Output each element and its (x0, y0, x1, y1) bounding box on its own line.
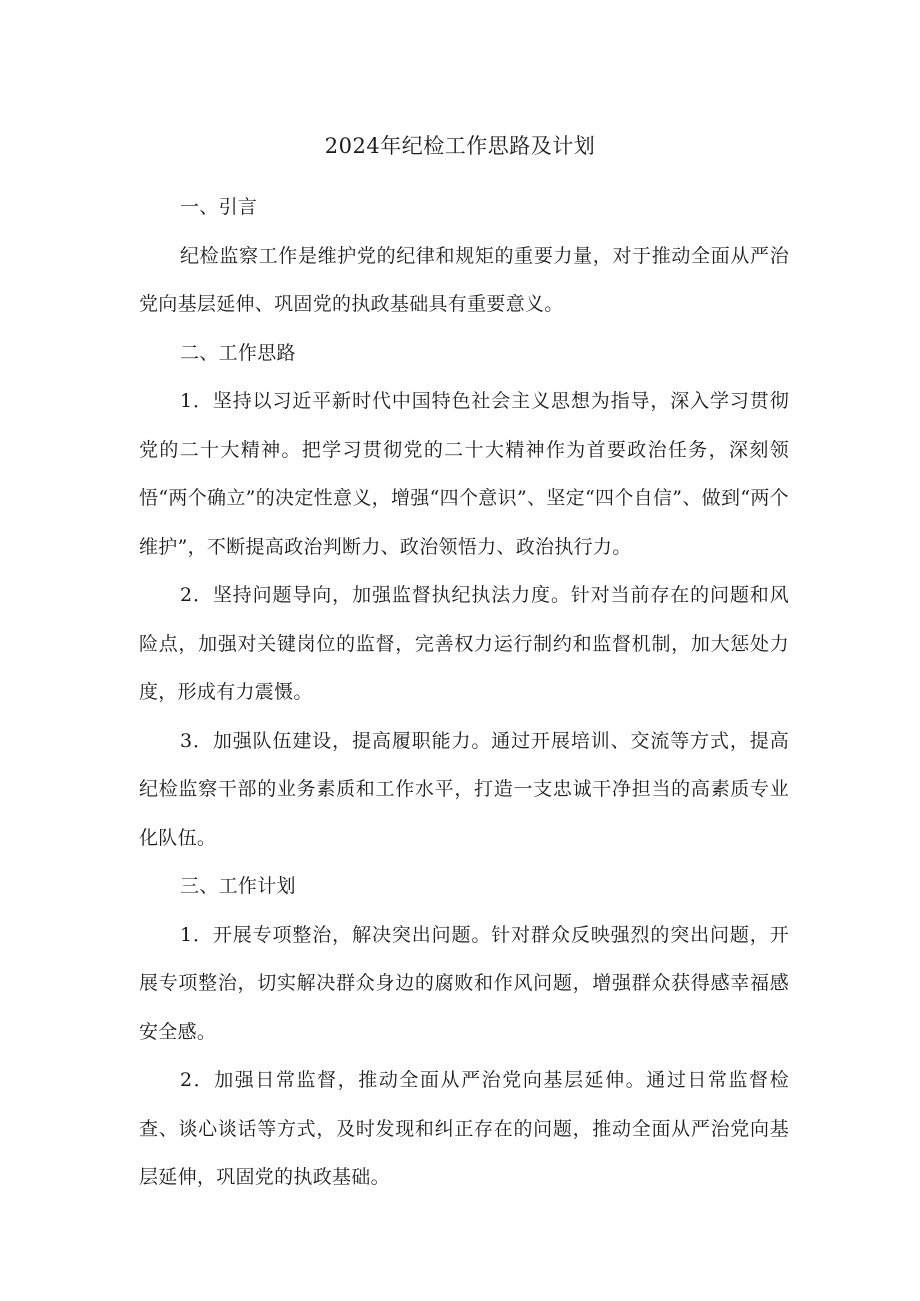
document-body (139, 183, 789, 1202)
paragraph-introduction: 纪检监察工作是维护党的纪律和规矩的重要力量，对于推动全面从严治党向基层延伸、巩固党的执政基础具有重要意义。 (139, 244, 789, 315)
paragraph-plan-2: 2．加强日常监督，推动全面从严治党向基层延伸。通过日常监督检查、谈心谈话等方式，及时发现和纠正存在的问题，推动全面从严治党向基层延伸，巩固党的执政基础。 (139, 1069, 789, 1188)
section-heading-introduction: 一、引言 (180, 196, 258, 218)
document-title: 2024年纪检工作思路及计划 (324, 134, 596, 158)
paragraph-approach-2: 2．坚持问题导向，加强监督执纪执法力度。针对当前存在的问题和风险点，加强对关键岗位的监督，完善权力运行制约和监督机制，加大惩处力度，形成有力震慑。 (139, 584, 789, 703)
paragraph-plan-1: 1．开展专项整治，解决突出问题。针对群众反映强烈的突出问题，开展专项整治，切实解决群众身边的腐败和作风问题，增强群众获得感幸福感安全感。 (139, 923, 789, 1043)
paragraph-approach-3: 3．加强队伍建设，提高履职能力。通过开展培训、交流等方式，提高纪检监察干部的业务素质和工作水平，打造一支忠诚干净担当的高素质专业化队伍。 (139, 729, 789, 849)
section-heading-work-approach: 二、工作思路 (180, 341, 296, 364)
section-heading-work-plan: 三、工作计划 (180, 875, 296, 897)
paragraph-approach-1: 1．坚持以习近平新时代中国特色社会主义思想为指导，深入学习贯彻党的二十大精神。把学习贯彻党的二十大精神作为首要政治任务，深刻领悟“两个确立”的决定性意义，增强“四个意识”、坚定“四个自信”、做到“两个维护”，不断提高政治判断力、政治领悟力、政治执行力。 (139, 390, 789, 558)
